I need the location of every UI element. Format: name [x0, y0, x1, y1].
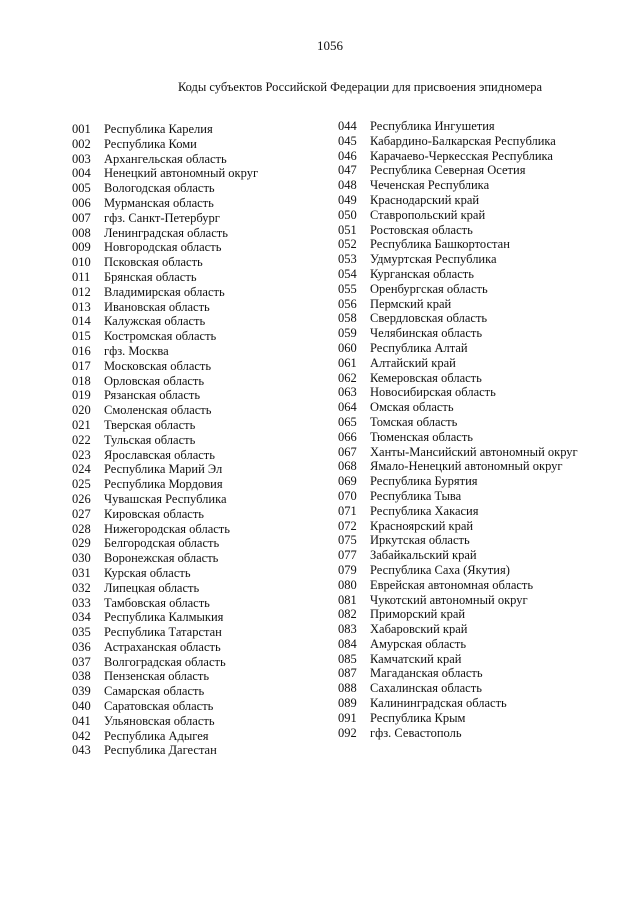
region-name: Республика Марий Эл [104, 462, 223, 477]
region-code: 043 [72, 743, 91, 758]
region-name: Кировская область [104, 506, 205, 521]
region-name: Тульская область [104, 432, 196, 447]
region-name: Республика Дагестан [104, 743, 217, 758]
region-name: Курская область [104, 565, 191, 580]
region-code: 062 [338, 370, 357, 385]
region-name: Приморский край [370, 607, 466, 622]
region-code: 018 [72, 373, 91, 388]
region-name: Республика Алтай [370, 340, 468, 355]
region-name: Еврейская автономная область [370, 577, 534, 592]
region-code: 039 [72, 684, 91, 699]
region-name: Республика Саха (Якутия) [370, 562, 510, 577]
region-name: Оренбургская область [370, 281, 488, 296]
region-code: 056 [338, 296, 357, 311]
region-name: гфз. Санкт-Петербург [104, 210, 220, 225]
region-name: Саратовская область [104, 699, 214, 714]
region-code: 028 [72, 521, 91, 536]
region-code: 036 [72, 639, 91, 654]
region-code: 087 [338, 666, 357, 681]
region-name: Новосибирская область [370, 385, 496, 400]
region-name: Хабаровский край [370, 622, 468, 637]
region-name: Республика Карелия [104, 122, 213, 136]
region-name: Волгоградская область [104, 654, 226, 669]
region-code: 085 [338, 651, 357, 666]
region-code: 024 [72, 462, 91, 477]
region-name: Иркутская область [370, 533, 470, 548]
region-code: 088 [338, 681, 357, 696]
region-code: 027 [72, 506, 91, 521]
region-name: Кабардино-Балкарская Республика [370, 133, 556, 148]
region-code: 007 [72, 210, 91, 225]
region-code: 008 [72, 225, 91, 240]
region-name: Калининградская область [370, 696, 507, 711]
region-code: 034 [72, 610, 91, 625]
region-code: 050 [338, 207, 357, 222]
region-name: Алтайский край [370, 355, 456, 370]
region-code: 054 [338, 266, 357, 281]
region-code: 002 [72, 136, 91, 151]
region-name: Республика Мордовия [104, 477, 223, 492]
region-name: Чеченская Республика [370, 178, 490, 193]
region-name: Костромская область [104, 329, 217, 344]
region-code: 037 [72, 654, 91, 669]
region-code: 053 [338, 252, 357, 267]
region-name: Республика Адыгея [104, 728, 209, 743]
region-name: Ставропольский край [370, 207, 486, 222]
region-code: 012 [72, 284, 91, 299]
region-name: Владимирская область [104, 284, 225, 299]
region-code: 066 [338, 429, 357, 444]
region-name: Вологодская область [104, 181, 215, 196]
region-name: Орловская область [104, 373, 205, 388]
region-name: Брянская область [104, 269, 197, 284]
region-name: Республика Ингушетия [370, 119, 495, 133]
region-code: 023 [72, 447, 91, 462]
region-name: Смоленская область [104, 403, 212, 418]
region-name: Забайкальский край [370, 548, 477, 563]
region-code: 013 [72, 299, 91, 314]
region-name: Томская область [370, 414, 458, 429]
region-code: 022 [72, 432, 91, 447]
region-name: Краснодарский край [370, 192, 480, 207]
region-code: 071 [338, 503, 357, 518]
region-name: Нижегородская область [104, 521, 230, 536]
region-name: Республика Татарстан [104, 625, 222, 640]
region-name: Кемеровская область [370, 370, 482, 385]
region-code: 077 [338, 548, 357, 563]
region-name: Липецкая область [104, 580, 200, 595]
region-code: 025 [72, 477, 91, 492]
region-name: Самарская область [104, 684, 205, 699]
region-code: 046 [338, 148, 357, 163]
region-name: гфз. Москва [104, 343, 169, 358]
region-name: Красноярский край [370, 518, 474, 533]
region-code: 015 [72, 329, 91, 344]
region-code: 020 [72, 403, 91, 418]
region-code: 021 [72, 417, 91, 432]
region-name: Московская область [104, 358, 212, 373]
region-name: Новгородская область [104, 240, 222, 255]
region-code: 089 [338, 696, 357, 711]
region-code: 042 [72, 728, 91, 743]
region-code: 001 [72, 122, 91, 136]
region-code: 032 [72, 580, 91, 595]
region-name: Псковская область [104, 255, 203, 270]
region-code: 017 [72, 358, 91, 373]
region-code: 084 [338, 636, 357, 651]
region-name: Рязанская область [104, 388, 201, 403]
region-name: Республика Калмыкия [104, 610, 224, 625]
region-name: Белгородская область [104, 536, 220, 551]
region-name: Чукотский автономный округ [370, 592, 528, 607]
region-code: 063 [338, 385, 357, 400]
region-name: Ленинградская область [104, 225, 228, 240]
document-title: Коды субъектов Российской Федерации для присвоения эпидномера [177, 80, 543, 94]
region-code: 029 [72, 536, 91, 551]
region-name: Ивановская область [104, 299, 210, 314]
region-code: 011 [72, 269, 91, 284]
region-name: Камчатский край [370, 651, 462, 666]
region-code: 030 [72, 551, 91, 566]
region-code: 065 [338, 414, 357, 429]
region-code: 044 [338, 119, 357, 133]
region-name: Омская область [370, 400, 454, 415]
region-code: 059 [338, 326, 357, 341]
region-code: 052 [338, 237, 357, 252]
region-code: 040 [72, 699, 91, 714]
region-code: 080 [338, 577, 357, 592]
region-code: 010 [72, 255, 91, 270]
region-code: 067 [338, 444, 357, 459]
region-name: Тверская область [104, 417, 196, 432]
region-name: Республика Тыва [370, 488, 462, 503]
region-name: Ярославская область [104, 447, 215, 462]
region-name: Удмуртская Республика [370, 252, 497, 267]
region-code: 064 [338, 400, 357, 415]
region-code: 075 [338, 533, 357, 548]
region-code: 035 [72, 625, 91, 640]
region-code: 072 [338, 518, 357, 533]
region-name: Ханты-Мансийский автономный округ [370, 444, 578, 459]
region-code: 092 [338, 725, 357, 740]
region-code: 061 [338, 355, 357, 370]
region-name: Амурская область [370, 636, 467, 651]
region-code: 006 [72, 195, 91, 210]
region-code: 045 [338, 133, 357, 148]
region-name: Ростовская область [370, 222, 473, 237]
region-code: 069 [338, 474, 357, 489]
region-code: 003 [72, 151, 91, 166]
region-code: 031 [72, 565, 91, 580]
region-name: Воронежская область [104, 551, 219, 566]
region-code: 009 [72, 240, 91, 255]
region-code: 051 [338, 222, 357, 237]
region-code: 033 [72, 595, 91, 610]
region-code: 091 [338, 710, 357, 725]
region-name: Ямало-Ненецкий автономный округ [370, 459, 563, 474]
region-code: 047 [338, 163, 357, 178]
region-name: Калужская область [104, 314, 206, 329]
region-code: 038 [72, 669, 91, 684]
region-code: 005 [72, 181, 91, 196]
region-code: 081 [338, 592, 357, 607]
region-code: 083 [338, 622, 357, 637]
region-code: 014 [72, 314, 91, 329]
region-name: Челябинская область [370, 326, 483, 341]
region-name: Астраханская область [104, 639, 221, 654]
region-name: Тамбовская область [104, 595, 210, 610]
region-name: Республика Крым [370, 710, 466, 725]
region-code: 082 [338, 607, 357, 622]
region-name: Ненецкий автономный округ [104, 166, 259, 181]
region-name: Республика Башкортостан [370, 237, 510, 252]
region-name: гфз. Севастополь [370, 725, 462, 740]
region-code: 070 [338, 488, 357, 503]
region-name: Тюменская область [370, 429, 473, 444]
region-code: 019 [72, 388, 91, 403]
region-name: Республика Хакасия [370, 503, 479, 518]
region-name: Мурманская область [104, 195, 214, 210]
region-code: 055 [338, 281, 357, 296]
page-number: 1056 [317, 38, 343, 53]
region-name: Карачаево-Черкесская Республика [370, 148, 553, 163]
region-code: 041 [72, 713, 91, 728]
region-name: Республика Коми [104, 136, 197, 151]
region-name: Чувашская Республика [104, 491, 227, 506]
region-name: Пермский край [370, 296, 452, 311]
region-name: Магаданская область [370, 666, 483, 681]
region-name: Республика Северная Осетия [370, 163, 526, 178]
region-name: Ульяновская область [104, 713, 215, 728]
region-name: Сахалинская область [370, 681, 482, 696]
region-name: Архангельская область [104, 151, 227, 166]
region-name: Курганская область [370, 266, 474, 281]
region-code: 058 [338, 311, 357, 326]
region-name: Республика Бурятия [370, 474, 478, 489]
region-name: Свердловская область [370, 311, 488, 326]
region-code: 048 [338, 178, 357, 193]
region-code: 004 [72, 166, 91, 181]
region-code: 060 [338, 340, 357, 355]
region-code: 049 [338, 192, 357, 207]
region-name: Пензенская область [104, 669, 210, 684]
region-code: 079 [338, 562, 357, 577]
region-code: 016 [72, 343, 91, 358]
region-code: 026 [72, 491, 91, 506]
region-code: 068 [338, 459, 357, 474]
